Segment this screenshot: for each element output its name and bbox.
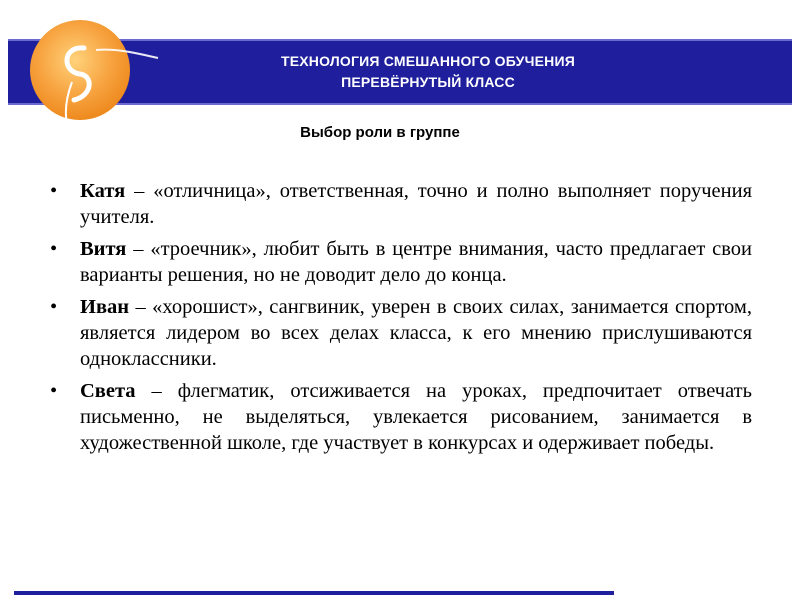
student-name: Витя bbox=[80, 238, 127, 260]
bullet-icon: • bbox=[50, 238, 58, 260]
list-item bbox=[50, 294, 752, 372]
list-item bbox=[50, 236, 752, 288]
student-description: – флегматик, отсиживается на уроках, предпочитает отвечать письменно, не выделяться, увлекается рисованием, занимается в художественной школе, где участвует в конкурсах и одерживает победы. bbox=[80, 380, 752, 454]
student-description: – «троечник», любит быть в центре внимания, часто предлагает свои варианты решения, но не доводит дело до конца. bbox=[80, 238, 752, 286]
bullet-icon: • bbox=[50, 380, 58, 402]
header-title-line1: ТЕХНОЛОГИЯ СМЕШАННОГО ОБУЧЕНИЯ bbox=[280, 53, 575, 69]
section-subtitle: Выбор роли в группе bbox=[300, 124, 460, 141]
student-name: Света bbox=[80, 380, 136, 402]
list-item bbox=[50, 378, 752, 456]
student-name: Катя bbox=[80, 180, 126, 202]
bullet-icon: • bbox=[50, 296, 58, 318]
list-item bbox=[50, 178, 752, 230]
student-description: – «отличница», ответственная, точно и полно выполняет поручения учителя. bbox=[80, 180, 752, 228]
footer-divider bbox=[14, 591, 614, 595]
role-list bbox=[50, 178, 752, 462]
student-name: Иван bbox=[80, 296, 130, 318]
student-description: – «хорошист», сангвиник, уверен в своих силах, занимается спортом, является лидером во всех делах класса, к его мнению прислушиваются одноклассники. bbox=[80, 296, 752, 370]
header-title-line2: ПЕРЕВЁРНУТЫЙ КЛАСС bbox=[341, 74, 515, 90]
header-title bbox=[158, 41, 698, 103]
logo-icon bbox=[22, 10, 162, 130]
bullet-icon: • bbox=[50, 180, 58, 202]
logo-circle bbox=[30, 20, 130, 120]
